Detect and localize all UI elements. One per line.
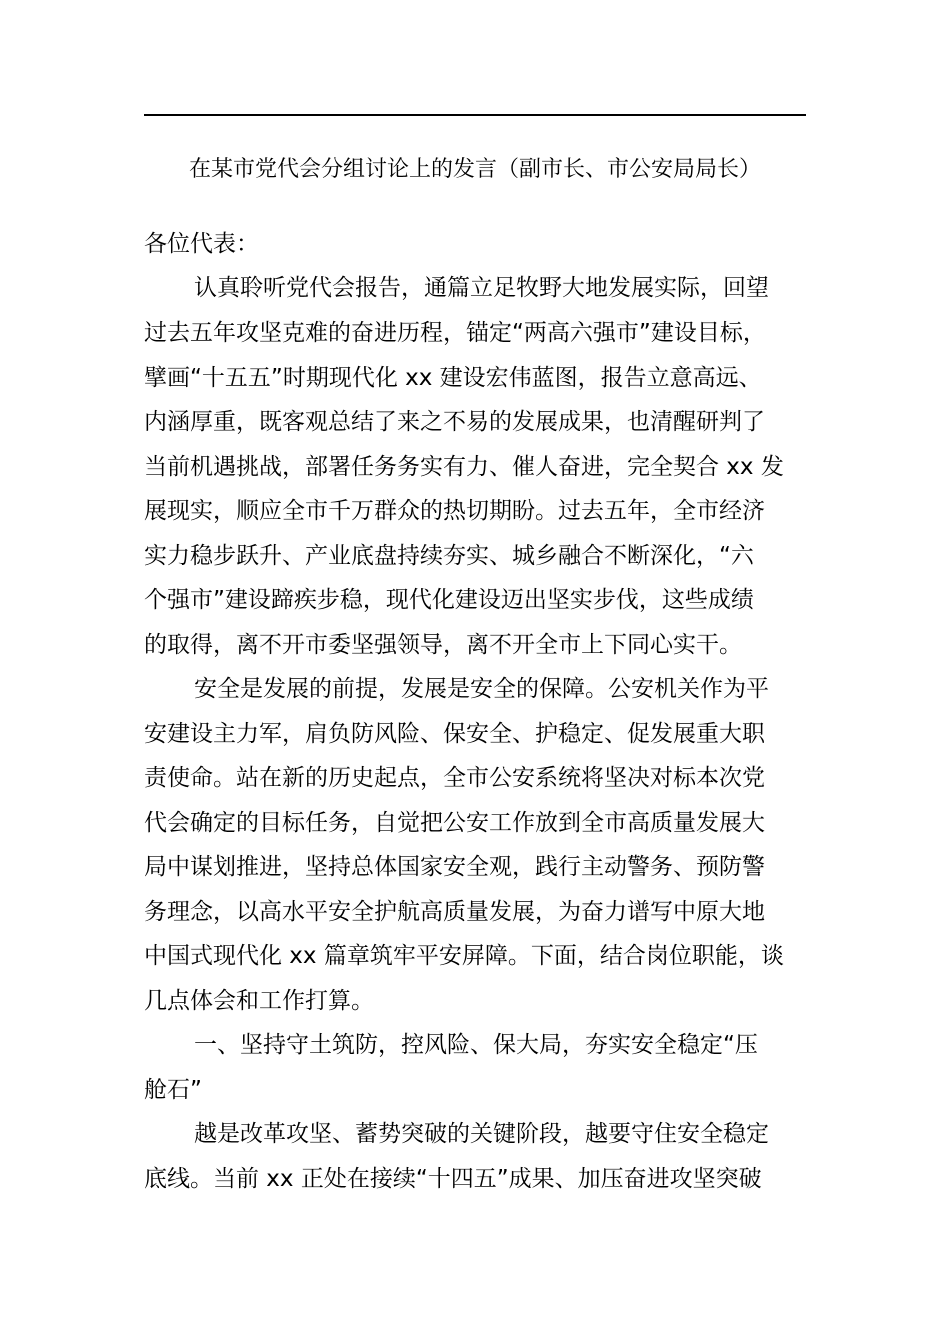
paragraph-line: 实力稳步跃升、产业底盘持续夯实、城乡融合不断深化，“六 [144, 543, 754, 569]
paragraph-line: 责使命。站在新的历史起点，全市公安系统将坚决对标本次党 [144, 765, 765, 791]
paragraph-line: 安全是发展的前提，发展是安全的保障。公安机关作为平 [194, 676, 769, 702]
paragraph-line: 个强市”建设蹄疾步稳，现代化建设迈出坚实步伐，这些成绩 [144, 587, 754, 613]
paragraph-line: 展现实，顺应全市千万群众的热切期盼。过去五年，全市经济 [144, 498, 765, 524]
paragraph-line: 当前机遇挑战，部署任务务实有力、催人奋进，完全契合 xx 发 [144, 454, 784, 480]
header-rule [144, 114, 806, 116]
paragraph-line: 过去五年攻坚克难的奋进历程，锚定“两高六强市”建设目标， [144, 320, 766, 346]
page-title: 在某市党代会分组讨论上的发言（副市长、市公安局局长） [188, 157, 761, 182]
paragraph-line: 底线。当前 xx 正处在接续“十四五”成果、加压奋进攻坚突破 [144, 1166, 762, 1192]
section-heading-line: 舱石” [144, 1077, 202, 1103]
paragraph-line: 代会确定的目标任务，自觉把公安工作放到全市高质量发展大 [144, 810, 765, 836]
paragraph-line: 务理念，以高水平安全护航高质量发展，为奋力谱写中原大地 [144, 899, 765, 925]
paragraph-line: 安建设主力军，肩负防风险、保安全、护稳定、促发展重大职 [144, 721, 765, 747]
paragraph-line: 越是改革攻坚、蓄势突破的关键阶段，越要守住安全稳定 [194, 1121, 769, 1147]
paragraph-line: 擘画“十五五”时期现代化 xx 建设宏伟蓝图，报告立意高远、 [144, 365, 762, 391]
section-heading-line: 一、坚持守土筑防，控风险、保大局，夯实安全稳定“压 [194, 1032, 758, 1058]
paragraph-line: 局中谋划推进，坚持总体国家安全观，践行主动警务、预防警 [144, 854, 765, 880]
salutation: 各位代表： [144, 231, 259, 257]
paragraph-line: 认真聆听党代会报告，通篇立足牧野大地发展实际，回望 [194, 275, 769, 301]
paragraph-line: 中国式现代化 xx 篇章筑牢平安屏障。下面，结合岗位职能，谈 [144, 943, 784, 969]
paragraph-line: 的取得，离不开市委坚强领导，离不开全市上下同心实干。 [144, 632, 742, 658]
paragraph-line: 内涵厚重，既客观总结了来之不易的发展成果，也清醒研判了 [144, 409, 765, 435]
paragraph-line: 几点体会和工作打算。 [144, 988, 374, 1014]
